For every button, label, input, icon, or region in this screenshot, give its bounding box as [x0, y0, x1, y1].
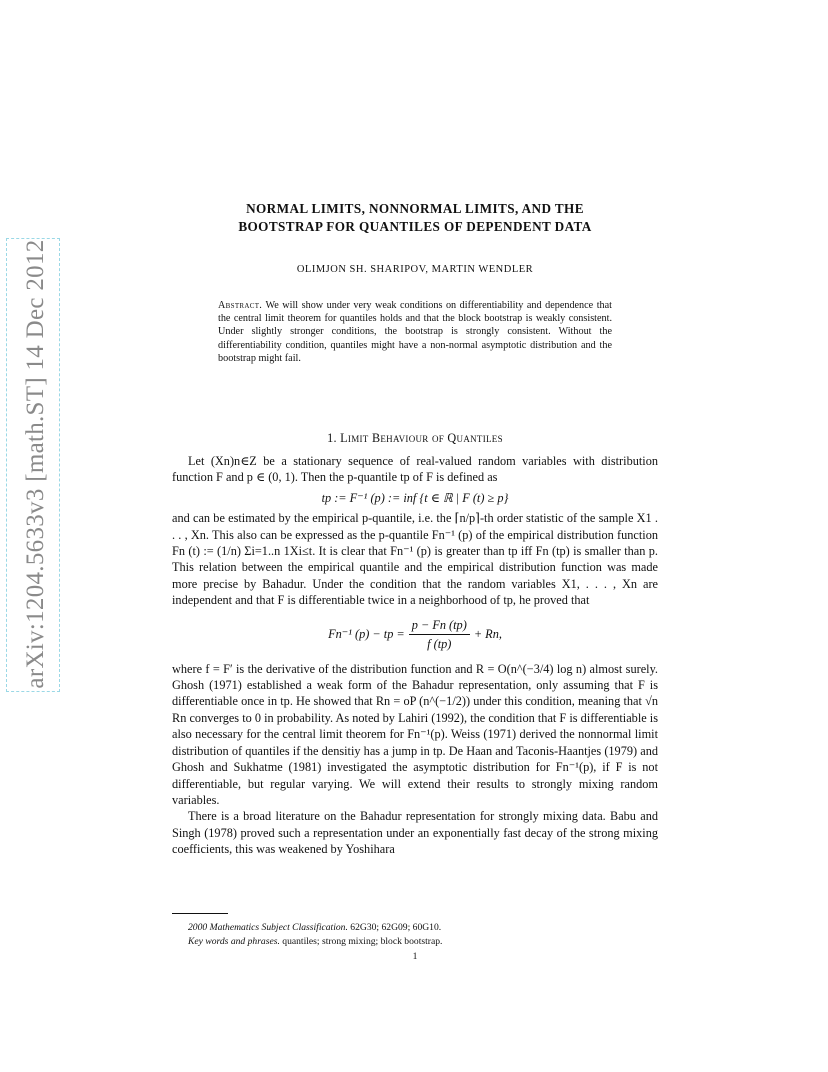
equation-numerator: p − Fn (tp) — [409, 617, 470, 635]
bahadur-equation — [172, 609, 658, 661]
section-body — [172, 453, 658, 858]
equation-lhs: Fn⁻¹ (p) − tp = — [328, 627, 405, 642]
footnote-msc — [188, 921, 658, 935]
footnote-keywords-label: Key words and phrases. — [188, 936, 280, 947]
footnotes — [188, 921, 658, 949]
section-heading: 1. Limit Behaviour of Quantiles — [327, 431, 503, 445]
equation-denominator: f (tp) — [427, 637, 452, 652]
title-line-1: NORMAL LIMITS, NONNORMAL LIMITS, AND THE — [246, 201, 584, 216]
abstract — [218, 299, 612, 365]
abstract-text: We will show under very weak conditions on differentiability and dependence that the central limit theorem for quantiles holds and that the block bootstrap is weakly consistent. Under slightly stronger conditions, the bootstrap is strongly consistent. Without the differentiability condition, quantiles might have a non-normal asymptotic distribution and the bootstrap might fail. — [218, 300, 612, 364]
footnote-keywords — [188, 935, 658, 949]
footnote-rule — [172, 913, 228, 914]
footnote-keywords-text: quantiles; strong mixing; block bootstrap. — [282, 936, 443, 947]
equation-fraction — [409, 617, 470, 653]
equation-rhs: + Rn, — [473, 627, 502, 642]
paragraph-2: and can be estimated by the empirical p-quantile, i.e. the ⌈n/p⌉-th order statistic of the sample X1 . . . , Xn. This also can be expressed as the p-quantile Fn⁻¹ (p) of the empirical distribution function Fn (t) := (1/n) Σi=1..n 1Xi≤t. It is clear that Fn⁻¹ (p) is greater than tp iff Fn (tp) is smaller than p. This relation between the empirical quantile and the empirical distribution function was made more precise by Bahadur. Under the condition that the random variables X1, . . . , Xn are independent and that F is differentiable twice in a neighborhood of tp, he proved that — [172, 511, 658, 608]
paragraph-1: Let (Xn)n∈Z be a stationary sequence of real-valued random variables with distribution function F and p ∈ (0, 1). Then the p-quantile tp of F is defined as — [172, 454, 658, 485]
footnote-msc-label: 2000 Mathematics Subject Classification. — [188, 922, 348, 933]
footnote-msc-text: 62G30; 62G09; 60G10. — [350, 922, 442, 933]
page-number: 1 — [412, 951, 418, 962]
paragraph-4: There is a broad literature on the Bahadur representation for strongly mixing data. Babu and Singh (1978) proved such a representation under an exponentially fast decay of the strong mixing coefficients, this was weakened by Yoshihara — [172, 809, 658, 857]
paper-title — [172, 200, 658, 236]
quantile-definition-equation: tp := F⁻¹ (p) := inf {t ∈ ℝ | F (t) ≥ p} — [321, 490, 509, 505]
title-line-2: BOOTSTRAP FOR QUANTILES OF DEPENDENT DATA — [238, 219, 592, 234]
arxiv-identifier: arXiv:1204.5633v3 [math.ST] 14 Dec 2012 — [22, 239, 49, 689]
abstract-label: Abstract. — [218, 300, 263, 311]
paragraph-3: where f = F′ is the derivative of the distribution function and R = O(n^(−3/4) log n) almost surely. Ghosh (1971) established a weak form of the Bahadur representation, only assuming that F is differentiable once in tp. He showed that Rn = oP (n^(−1/2)) under this condition, meaning that √n Rn converges to 0 in probability. As noted by Lahiri (1992), the condition that F is differentiable is also necessary for the central limit theorem for Fn⁻¹(p). Weiss (1971) derived the nonnormal limit distribution of quantiles if the densitiy has a jump in tp. De Haan and Taconis-Haantjes (1979) and Ghosh and Sukhatme (1981) investigated the asymptotic distribution for Fn⁻¹(p), if F is not differentiable, but regular varying. We will extend their results to strongly mixing random variables. — [172, 661, 658, 807]
author-list: OLIMJON SH. SHARIPOV, MARTIN WENDLER — [296, 264, 534, 275]
